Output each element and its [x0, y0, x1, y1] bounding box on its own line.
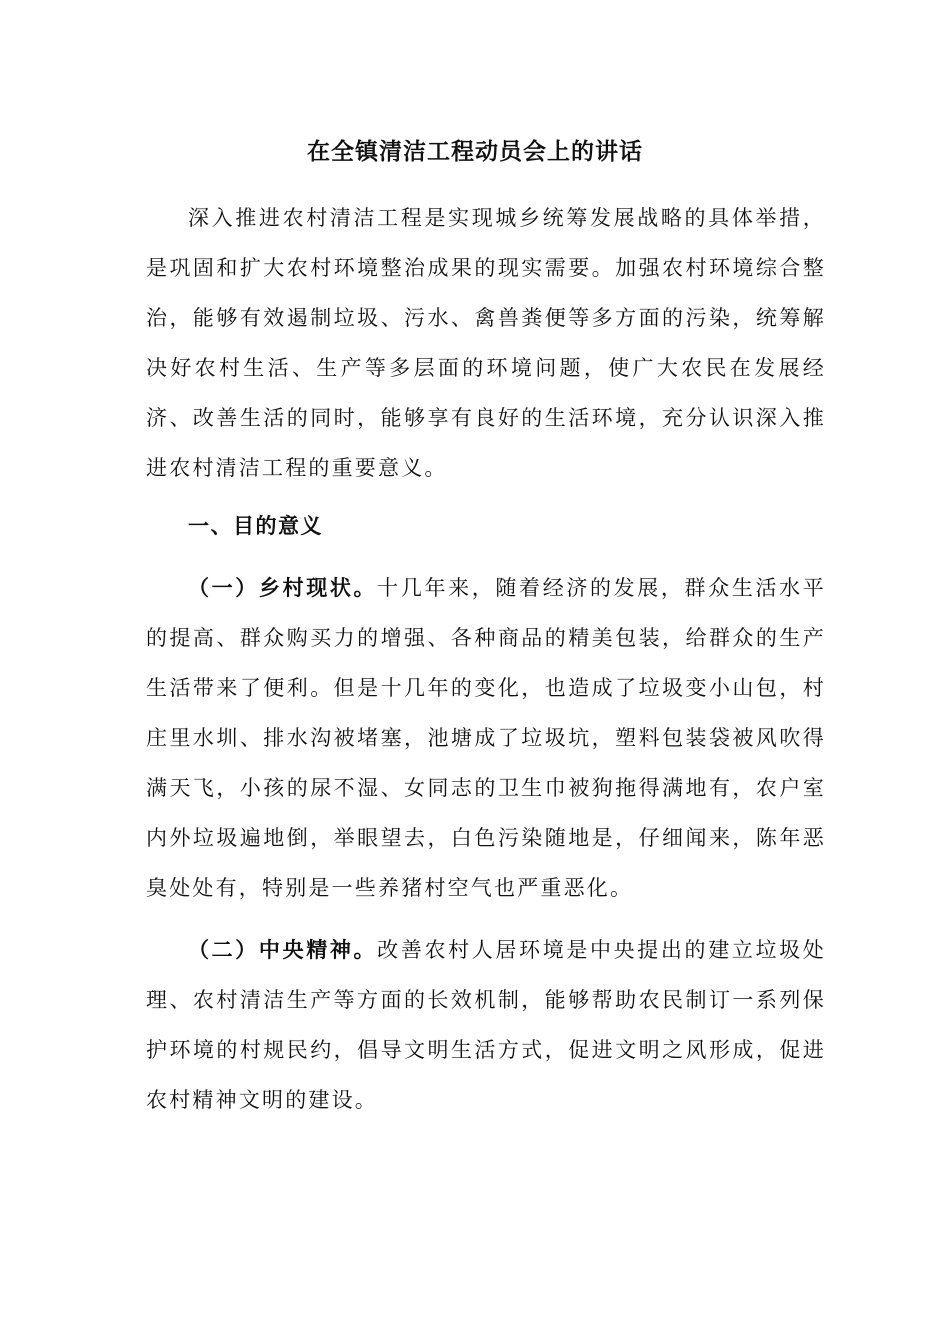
subsection-body-1: 十几年来，随着经济的发展，群众生活水平的提高、群众购买力的增强、各种商品的精美包装，给群众的生产生活带来了便利。但是十几年的变化，也造成了垃圾变小山包，村庄里水圳、排水沟被堵塞，池塘成了垃圾坑，塑料包装袋被风吹得满天飞，小孩的尿不湿、女同志的卫生巾被狗拖得满地有，农户室内外垃圾遍地倒，举眼望去，白色污染随地是，仔细闻来，陈年恶臭处处有，特别是一些养猪村空气也严重恶化。: [146, 576, 826, 900]
subsection-paragraph-1: [146, 563, 826, 913]
section-heading: 一、目的意义: [188, 513, 323, 538]
subsection-lead-2: （二）中央精神。: [188, 937, 378, 962]
intro-paragraph: 深入推进农村清洁工程是实现城乡统筹发展战略的具体举措，是巩固和扩大农村环境整治成果的现实需要。加强农村环境综合整治，能够有效遏制垃圾、污水、禽兽粪便等多方面的污染，统筹解决好农村生活、生产等多层面的环境问题，使广大农民在发展经济、改善生活的同时，能够享有良好的生活环境，充分认识深入推进农村清洁工程的重要意义。: [146, 206, 826, 480]
subsection-body-2: 改善农村人居环境是中央提出的建立垃圾处理、农村清洁生产等方面的长效机制，能够帮助农民制订一系列保护环境的村规民约，倡导文明生活方式，促进文明之风形成，促进农村精神文明的建设。: [146, 938, 826, 1112]
subsection-lead-1: （一）乡村现状。: [188, 575, 378, 600]
subsection-paragraph-2: [146, 925, 826, 1125]
page-title: 在全镇清洁工程动员会上的讲话: [307, 138, 643, 165]
